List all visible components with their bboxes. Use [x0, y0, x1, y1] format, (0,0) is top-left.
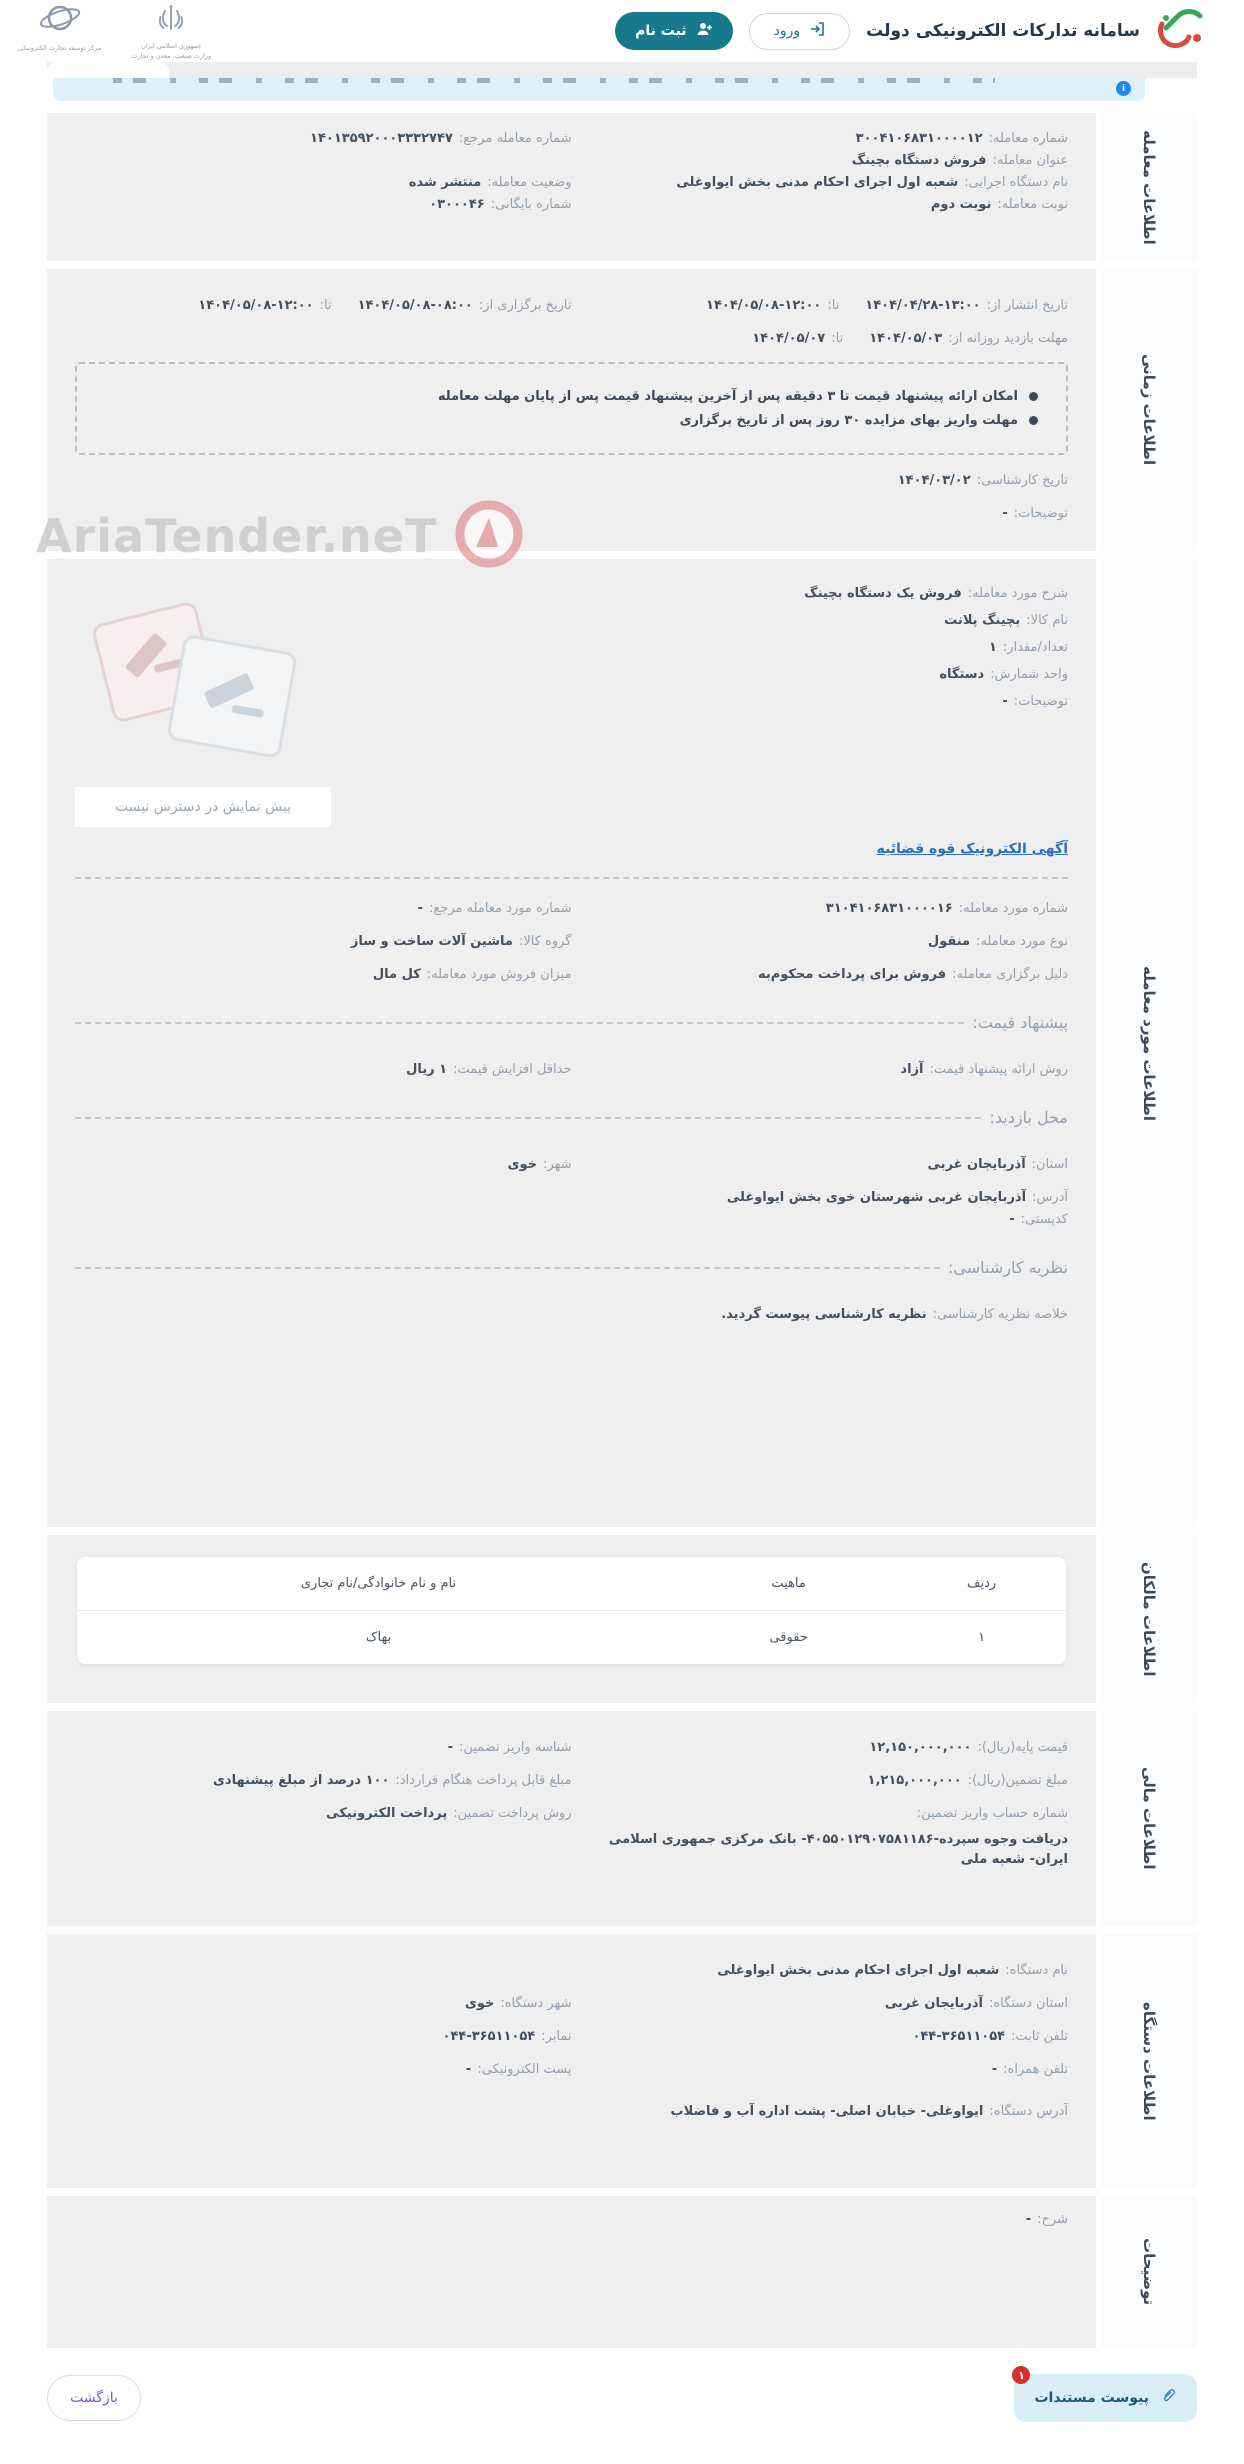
kv-cell	[572, 899, 1069, 919]
kv-cell	[75, 932, 572, 952]
field-value: ۱,۲۱۵,۰۰۰,۰۰۰	[867, 1773, 962, 1788]
field-row	[75, 1210, 1068, 1230]
app-title: سامانه تدارکات الکترونیکی دولت	[866, 21, 1140, 41]
section-body	[47, 2196, 1096, 2348]
field-row	[75, 2027, 1068, 2047]
field-value: ۱ ریال	[406, 1062, 448, 1077]
field-value: نوبت دوم	[930, 197, 992, 212]
field-value: ۱	[988, 640, 997, 655]
kv-cell	[572, 965, 1069, 985]
field-label: تا:	[319, 298, 332, 313]
auction-rules-box	[75, 362, 1068, 455]
field-value: ۱۴۰۱۳۵۹۲۰۰۰۳۳۳۲۷۴۷	[310, 131, 453, 146]
section-description	[47, 2196, 1197, 2348]
dashed-line	[75, 1117, 981, 1119]
section-label-strip	[1096, 113, 1197, 261]
rule-item	[105, 413, 1038, 428]
back-button[interactable]: بازگشت	[47, 2375, 141, 2421]
field-label: شرح مورد معامله:	[967, 586, 1068, 601]
section-body	[47, 269, 1096, 551]
kv-cell	[75, 1738, 572, 1758]
main-content	[47, 113, 1197, 2348]
kv-cell	[75, 1305, 1068, 1325]
bullet-icon	[1029, 416, 1038, 425]
section-title: اطلاعات معامله	[1140, 129, 1158, 245]
field-label: میزان فروش مورد معامله:	[426, 967, 572, 982]
tab-band	[47, 62, 1197, 78]
field-label: پست الکترونیکی:	[477, 2062, 572, 2077]
kv-cell	[75, 2210, 1068, 2230]
clipped-notice-text	[113, 78, 995, 83]
field-label: شماره بایگانی:	[490, 197, 572, 212]
field-value: -	[991, 2062, 998, 2077]
field-label: دلیل برگزاری معامله:	[952, 967, 1068, 982]
kv-cell	[385, 665, 1068, 685]
register-label: ثبت نام	[635, 23, 687, 39]
field-value: -	[417, 901, 423, 916]
kv-cell	[75, 151, 1068, 171]
section-body	[47, 1934, 1096, 2188]
field-value: شعبه اول اجرای احکام مدنی بخش ایواوغلی	[676, 175, 959, 190]
kv-cell	[75, 173, 572, 193]
ministry-caption-2: وزارت صنعت، معدن و تجارت	[131, 52, 212, 60]
field-row	[75, 1961, 1068, 1981]
deal-subject-rows	[75, 899, 1068, 985]
section-owners-info	[47, 1535, 1197, 1703]
field-label: نام دستگاه اجرایی:	[964, 175, 1068, 190]
field-value: ۱۴۰۴/۰۵/۰۷	[752, 331, 826, 346]
divider-label: نظریه کارشناسی:	[948, 1258, 1068, 1277]
ecommerce-center-caption: مرکز توسعه تجارت الکترونیکی	[18, 44, 102, 52]
field-label: خلاصه نظریه کارشناسی:	[932, 1307, 1068, 1322]
field-label: وضعیت معامله:	[487, 175, 572, 190]
field-value: آذربایجان غربی	[884, 1996, 983, 2011]
field-label: عنوان معامله:	[992, 153, 1068, 168]
col-header: نام و نام خانوادگی/نام تجاری	[300, 1576, 457, 1591]
field-value: -	[465, 2062, 472, 2077]
field-row	[75, 329, 1068, 349]
kv-cell	[75, 296, 572, 316]
kv-cell	[572, 1738, 1069, 1758]
section-deal-subject	[47, 559, 1197, 1527]
login-label: ورود	[773, 23, 801, 39]
field-label: شناسه واریز تضمین:	[459, 1740, 572, 1755]
login-button[interactable]	[749, 13, 851, 50]
globe-icon	[32, 2, 88, 42]
kv-cell	[75, 965, 572, 985]
field-label: توضیحات:	[1013, 506, 1068, 521]
setad-logo-icon	[1156, 8, 1204, 54]
kv-cell	[75, 1060, 572, 1080]
section-title: توضیحات	[1140, 2238, 1158, 2306]
field-label: شهر:	[543, 1157, 572, 1172]
field-row	[75, 965, 1068, 985]
section-agency-info	[47, 1934, 1197, 2188]
field-label: تاریخ برگزاری از:	[478, 298, 572, 313]
person-add-icon	[696, 21, 713, 41]
field-row	[385, 584, 1068, 604]
field-label: نام کالا:	[1026, 613, 1068, 628]
kv-cell	[385, 638, 1068, 658]
kv-cell	[385, 692, 1068, 712]
rule-item	[105, 389, 1038, 404]
field-row	[75, 899, 1068, 919]
kv-cell	[385, 584, 1068, 604]
section-deal-info	[47, 113, 1197, 261]
bullet-icon	[1029, 392, 1038, 401]
field-label: حداقل افزایش قیمت:	[453, 1062, 572, 1077]
kv-cell	[75, 1961, 1068, 1981]
field-row	[75, 1188, 1068, 1208]
ecommerce-center-logo	[18, 2, 101, 52]
field-label: شماره مورد معامله:	[958, 901, 1068, 916]
field-value: ۳۱۰۴۱۰۶۸۳۱۰۰۰۰۱۶	[825, 901, 953, 916]
field-value: پرداخت الکترونیکی	[326, 1806, 448, 1821]
section-label-strip	[1096, 1535, 1197, 1703]
field-row	[75, 1155, 1068, 1175]
item-summary-block	[75, 573, 1068, 827]
field-value: کل مال	[372, 967, 421, 982]
field-label: استان:	[1031, 1157, 1068, 1172]
field-row	[385, 665, 1068, 685]
field-label: تلفن همراه:	[1003, 2062, 1068, 2077]
owners-table-header	[77, 1557, 1066, 1611]
owner-nature: حقوقی	[769, 1630, 808, 1645]
kv-cell	[572, 173, 1069, 193]
kv-cell	[75, 2027, 572, 2047]
field-value: -	[1002, 506, 1008, 521]
field-label: تا:	[827, 298, 840, 313]
field-value: آذربایجان غربی شهرستان خوی بخش ایواوغلی	[726, 1190, 1027, 1205]
watermark-text: AriaTender.neT	[36, 509, 438, 563]
field-label: تا:	[831, 331, 844, 346]
section-title: اطلاعات زمانی	[1140, 354, 1158, 466]
field-label: تاریخ کارشناسی:	[976, 473, 1068, 488]
field-label: شرح:	[1037, 2212, 1068, 2227]
field-row	[75, 296, 1068, 316]
field-row	[385, 611, 1068, 631]
section-time-info	[47, 269, 1197, 551]
kv-cell	[572, 932, 1069, 952]
field-label: نوبت معامله:	[997, 197, 1068, 212]
field-row	[75, 173, 1068, 193]
field-label: توضیحات:	[1013, 694, 1068, 709]
field-label: روش ارائه پیشنهاد قیمت:	[929, 1062, 1068, 1077]
app-header	[0, 0, 1244, 62]
field-row	[75, 2102, 1068, 2122]
kv-cell	[572, 2060, 1069, 2080]
field-label: مبلغ قابل پرداخت هنگام قرارداد:	[395, 1773, 572, 1788]
paperclip-icon	[1159, 2387, 1177, 2409]
dashed-divider	[75, 877, 1068, 879]
field-value: خوی	[507, 1157, 538, 1172]
section-body	[47, 1711, 1096, 1926]
field-row	[75, 2060, 1068, 2080]
field-label: نوع مورد معامله:	[976, 934, 1068, 949]
kv-cell	[572, 1771, 1069, 1791]
kv-cell	[75, 2060, 572, 2080]
item-summary-rows	[385, 573, 1068, 827]
field-label: شماره معامله مرجع:	[458, 131, 572, 146]
field-row	[75, 1060, 1068, 1080]
field-value: ۱۰۰ درصد از مبلغ پیشنهادی	[213, 1773, 390, 1788]
field-value: دریافت وجوه سپرده-۴۰۵۵۰۱۲۹۰۷۵۸۱۱۸۶- بانک مرکزی جمهوری اسلامی ایران- شعبه ملی	[608, 1832, 1068, 1867]
field-row	[75, 195, 1068, 215]
col-header: ماهیت	[771, 1576, 806, 1591]
field-row	[385, 638, 1068, 658]
kv-cell	[572, 129, 1069, 149]
field-row	[75, 2210, 1068, 2230]
attachment-count-badge: ۱	[1012, 2366, 1030, 2384]
kv-cell	[75, 1994, 572, 2014]
rule-text: مهلت واریز بهای مزایده ۳۰ روز پس از تاریخ برگزاری	[679, 413, 1018, 428]
kv-cell	[572, 296, 1069, 316]
kv-cell	[572, 195, 1069, 215]
visit-location-rows	[75, 1155, 1068, 1230]
visit-location-divider	[75, 1108, 1068, 1127]
kv-cell	[385, 611, 1068, 631]
field-label: تعداد/مقدار:	[1002, 640, 1068, 655]
kv-cell	[572, 1060, 1069, 1080]
field-value: ۱۲,۱۵۰,۰۰۰,۰۰۰	[869, 1740, 972, 1755]
kv-cell	[75, 2102, 1068, 2122]
kv-cell	[572, 2027, 1069, 2047]
judiciary-eauction-link[interactable]: آگهی الکترونیک قوه قضائیه	[876, 841, 1068, 857]
no-preview-caption: پیش نمایش در دسترس نیست	[75, 787, 331, 827]
field-value: -	[1025, 2212, 1032, 2227]
iran-emblem-icon	[156, 2, 186, 40]
field-row	[75, 129, 1068, 149]
rule-text: امکان ارائه پیشنهاد قیمت تا ۳ دقیقه پس از آخرین پیشنهاد قیمت پس از پایان مهلت معامله	[437, 389, 1018, 404]
field-row	[75, 1771, 1068, 1791]
kv-cell	[75, 329, 1068, 349]
field-value: -	[447, 1740, 454, 1755]
field-label: مهلت بازدید روزانه از:	[948, 331, 1068, 346]
field-value: بچینگ پلانت	[944, 613, 1021, 628]
field-value: منقول	[927, 934, 971, 949]
field-value: ۱۴۰۴/۰۵/۰۳	[869, 331, 943, 346]
row-index: ۱	[978, 1630, 986, 1645]
field-label: شماره مورد معامله مرجع:	[428, 901, 572, 916]
field-row	[75, 504, 1068, 524]
section-title: اطلاعات مالی	[1140, 1767, 1158, 1870]
field-value: منتشر شده	[408, 175, 482, 190]
owner-name: بهاک	[365, 1630, 392, 1645]
table-row	[77, 1611, 1066, 1664]
field-value: ۰۳۰۰۰۴۶	[429, 197, 485, 212]
kv-cell	[75, 899, 572, 919]
field-value: ماشین آلات ساخت و ساز	[350, 934, 513, 949]
field-value: فروش دستگاه بچینگ	[851, 153, 987, 168]
field-value: خوی	[464, 1996, 495, 2011]
field-value: -	[1009, 1212, 1015, 1227]
footer-actions	[47, 2368, 1197, 2422]
active-tab-notch	[47, 62, 169, 78]
owners-table	[77, 1557, 1066, 1664]
section-label-strip	[1096, 269, 1197, 551]
field-label: نمابر:	[541, 2029, 572, 2044]
header-right-group	[615, 8, 1204, 54]
field-value: ۰۴۴-۳۶۵۱۱۰۵۴	[442, 2029, 536, 2044]
divider-label: پیشنهاد قیمت:	[972, 1013, 1068, 1032]
kv-cell	[75, 129, 572, 149]
field-value: ۰۴۴-۳۶۵۱۱۰۵۴	[912, 2029, 1006, 2044]
section-label-strip	[1096, 2196, 1197, 2348]
kv-cell	[75, 1210, 1068, 1230]
ministry-logo	[131, 2, 211, 60]
kv-cell	[75, 1804, 572, 1870]
kv-cell	[75, 504, 1068, 524]
field-label: شهر دستگاه:	[500, 1996, 572, 2011]
field-value: ۱۴۰۴/۰۴/۲۸-۱۳:۰۰	[865, 298, 981, 313]
field-label: روش پرداخت تضمین:	[453, 1806, 572, 1821]
col-header: ردیف	[967, 1576, 997, 1591]
field-label: شماره حساب واریز تضمین:	[916, 1806, 1068, 1821]
dashed-line	[75, 1267, 940, 1269]
register-button[interactable]	[615, 12, 732, 50]
field-row	[75, 1738, 1068, 1758]
field-row	[75, 1305, 1068, 1325]
field-value: ۱۴۰۴/۰۵/۰۸-۱۲:۰۰	[706, 298, 822, 313]
field-value: -	[1002, 694, 1008, 709]
field-row	[75, 1804, 1068, 1870]
section-title: اطلاعات مورد معامله	[1140, 965, 1158, 1121]
no-preview-illustration	[75, 583, 331, 787]
attach-documents-button[interactable]	[1014, 2368, 1197, 2422]
field-value: دستگاه	[939, 667, 985, 682]
field-row	[75, 932, 1068, 952]
field-value: آزاد	[900, 1062, 924, 1077]
field-row	[75, 151, 1068, 171]
field-label: استان دستگاه:	[988, 1996, 1068, 2011]
section-title: اطلاعات مالکان	[1140, 1561, 1158, 1677]
field-label: نام دستگاه:	[1005, 1963, 1068, 1978]
section-financial-info	[47, 1711, 1197, 1926]
section-body	[47, 559, 1096, 1527]
field-value: ایواوغلی- خیابان اصلی- پشت اداره آب و فاضلاب	[670, 2104, 984, 2119]
image-preview-placeholder	[75, 573, 385, 827]
field-value: نظریه کارشناسی پیوست گردید.	[721, 1307, 927, 1322]
kv-cell	[75, 471, 1068, 491]
kv-cell	[75, 1188, 1068, 1208]
attach-documents-label: پیوست مستندات	[1034, 2390, 1149, 2406]
field-label: شماره معامله:	[988, 131, 1068, 146]
kv-cell	[75, 1155, 572, 1175]
kv-cell	[75, 1771, 572, 1791]
section-label-strip	[1096, 559, 1197, 1527]
field-row	[75, 1994, 1068, 2014]
kv-cell	[572, 1155, 1069, 1175]
kv-cell	[75, 195, 572, 215]
kv-cell	[572, 1994, 1069, 2014]
kv-cell	[572, 1804, 1069, 1870]
field-label: گروه کالا:	[518, 934, 572, 949]
field-label: مبلغ تضمین(ریال):	[967, 1773, 1068, 1788]
ministry-caption-1: جمهوری اسلامی ایران	[141, 42, 202, 50]
field-row	[385, 692, 1068, 712]
field-row	[75, 471, 1068, 491]
field-value: ۱۴۰۴/۰۳/۰۲	[897, 473, 971, 488]
price-divider	[75, 1013, 1068, 1032]
field-value: آذربایجان غربی	[927, 1157, 1026, 1172]
info-icon: i	[1116, 81, 1131, 96]
header-left-logos	[18, 2, 211, 60]
login-icon	[809, 21, 825, 41]
section-body	[47, 113, 1096, 261]
field-value: ۱۴۰۴/۰۵/۰۸-۱۲:۰۰	[198, 298, 314, 313]
dashed-line	[75, 1022, 964, 1024]
section-title: اطلاعات دستگاه	[1140, 2001, 1158, 2121]
field-value: ۳۰۰۴۱۰۶۸۳۱۰۰۰۰۱۲	[855, 131, 983, 146]
section-label-strip	[1096, 1711, 1197, 1926]
field-label: آدرس دستگاه:	[989, 2104, 1068, 2119]
notice-bar	[53, 78, 1145, 101]
field-label: آدرس:	[1032, 1190, 1068, 1205]
divider-label: محل بازدید:	[989, 1108, 1068, 1127]
section-label-strip	[1096, 1934, 1197, 2188]
field-label: تاریخ انتشار از:	[986, 298, 1068, 313]
field-label: واحد شمارش:	[990, 667, 1068, 682]
field-label: تلفن ثابت:	[1011, 2029, 1068, 2044]
field-value: فروش برای پرداخت محکوم‌به	[757, 967, 947, 982]
field-label: کدپستی:	[1020, 1212, 1068, 1227]
section-body	[47, 1535, 1096, 1703]
field-value: فروش یک دستگاه بچینگ	[804, 586, 962, 601]
field-value: ۱۴۰۴/۰۵/۰۸-۰۸:۰۰	[357, 298, 473, 313]
expert-opinion-divider	[75, 1258, 1068, 1277]
field-label: قیمت پایه(ریال):	[977, 1740, 1068, 1755]
field-value: شعبه اول اجرای احکام مدنی بخش ایواوغلی	[717, 1963, 1000, 1978]
